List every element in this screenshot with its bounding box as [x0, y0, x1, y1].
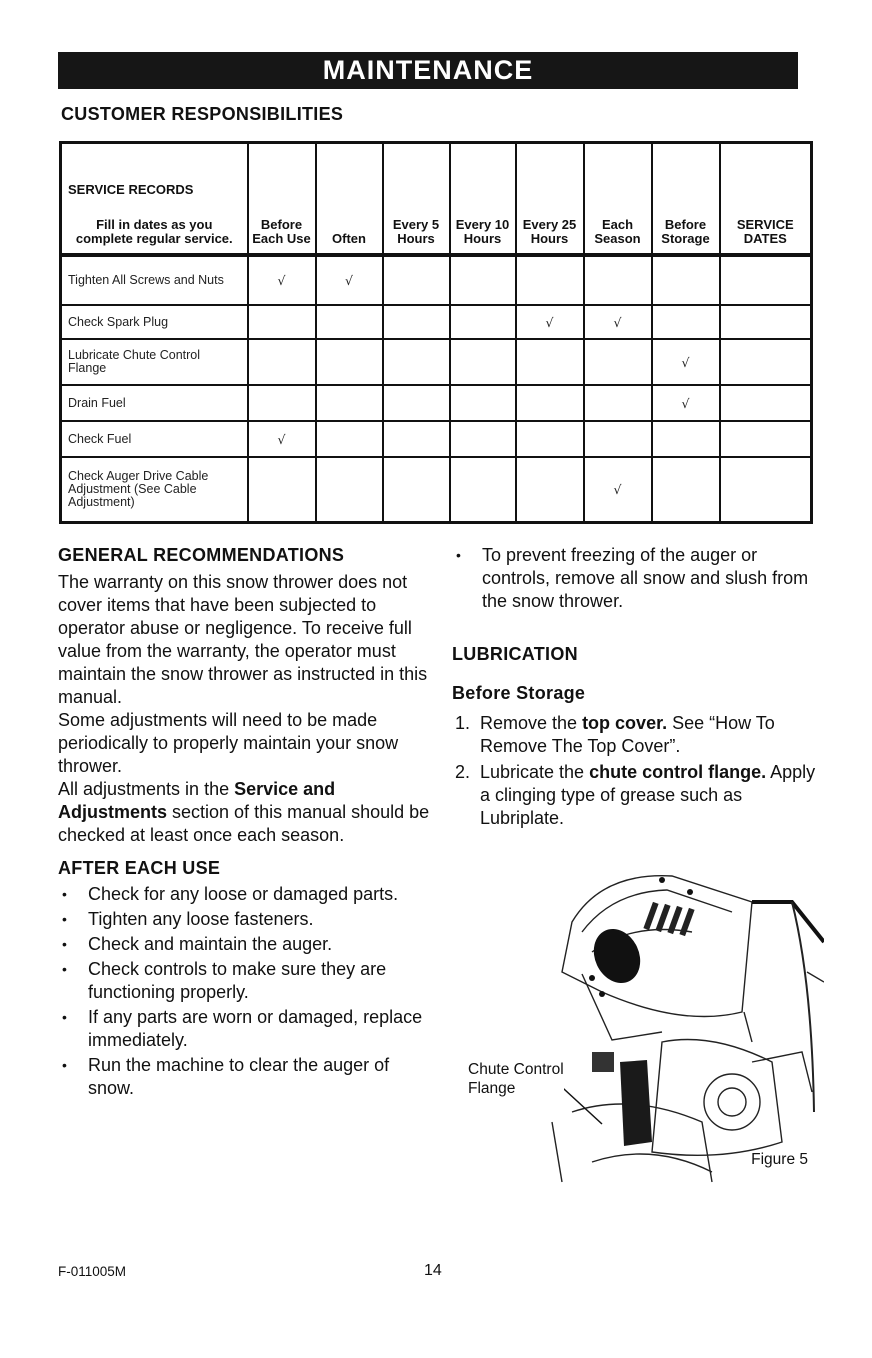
check-mark-cell: √ [248, 255, 316, 305]
empty-cell [383, 305, 450, 339]
adjustments-paragraph: Some adjustments will need to be made periodically to properly maintain your snow thrower. [58, 710, 399, 776]
check-mark-cell: √ [248, 421, 316, 457]
label-line: Flange [468, 1080, 516, 1097]
table-row [61, 339, 812, 385]
check-mark-cell: √ [652, 385, 720, 421]
check-mark-cell: √ [652, 339, 720, 385]
figure-5 [452, 862, 824, 1184]
empty-cell [652, 255, 720, 305]
column-header: SERVICE DATES [720, 143, 812, 256]
empty-cell [248, 339, 316, 385]
empty-cell [450, 305, 516, 339]
check-mark-cell: √ [584, 457, 652, 522]
empty-cell [316, 457, 383, 522]
empty-cell [584, 421, 652, 457]
label-line: Chute Control [468, 1061, 564, 1078]
list-item [452, 761, 822, 830]
service-adjustments-paragraph [58, 778, 430, 847]
empty-cell [248, 305, 316, 339]
chute-control-flange-label [468, 1060, 564, 1098]
empty-cell [316, 339, 383, 385]
column-header: Every 25 Hours [516, 143, 584, 256]
column-header: Every 5 Hours [383, 143, 450, 256]
freeze-list [452, 544, 822, 613]
empty-cell [450, 385, 516, 421]
list-item: • Check controls to make sure they are functioning properly. [58, 958, 430, 1004]
left-column [58, 544, 430, 1102]
text-span: All adjustments in the [58, 779, 235, 799]
lubrication-heading: LUBRICATION [452, 644, 578, 664]
empty-cell [383, 255, 450, 305]
task-cell: Check Auger Drive Cable Adjustment (See Cable Adjustment) [61, 457, 248, 522]
empty-cell [720, 339, 812, 385]
service-records-table [59, 141, 813, 524]
list-item: • Tighten any loose fasteners. [58, 908, 430, 931]
list-item: • Check and maintain the auger. [58, 933, 430, 956]
figure-caption: Figure 5 [751, 1151, 808, 1168]
check-mark-cell: √ [584, 305, 652, 339]
service-records-label: SERVICE RECORDS [68, 182, 194, 197]
warranty-paragraph: The warranty on this snow thrower does not cover items that have been subjected to operator abuse or negligence. To receive full value from the warranty, the operator must maintain the snow thrower as instructed in this manual. [58, 572, 428, 707]
customer-responsibilities-heading: CUSTOMER RESPONSIBILITIES [61, 104, 344, 124]
empty-cell [450, 255, 516, 305]
general-recommendations-heading: GENERAL RECOMMENDATIONS [58, 545, 345, 565]
empty-cell [450, 457, 516, 522]
list-item [452, 712, 822, 758]
before-storage-heading: Before Storage [452, 683, 586, 703]
list-item: • Check for any loose or damaged parts. [58, 883, 430, 906]
lubrication-steps [452, 712, 822, 830]
table-row [61, 305, 812, 339]
empty-cell [450, 339, 516, 385]
list-item: • Run the machine to clear the auger of snow. [58, 1054, 430, 1100]
after-each-use-heading: AFTER EACH USE [58, 858, 221, 878]
text-span: Lubricate the [480, 762, 590, 782]
empty-cell [720, 255, 812, 305]
task-cell: Tighten All Screws and Nuts [61, 255, 248, 305]
empty-cell [316, 305, 383, 339]
empty-cell [652, 421, 720, 457]
empty-cell [450, 421, 516, 457]
empty-cell [652, 305, 720, 339]
empty-cell [516, 339, 584, 385]
empty-cell [383, 385, 450, 421]
after-each-use-list [58, 883, 430, 1100]
column-header: Each Season [584, 143, 652, 256]
empty-cell [516, 421, 584, 457]
list-item: • To prevent freezing of the auger or controls, remove all snow and slush from the snow thrower. [452, 544, 822, 613]
table-header-row [61, 143, 812, 256]
column-header: Often [316, 143, 383, 256]
empty-cell [248, 457, 316, 522]
table-row [61, 385, 812, 421]
table-row [61, 421, 812, 457]
page-number: 14 [424, 1262, 442, 1279]
empty-cell [516, 457, 584, 522]
task-cell: Check Spark Plug [61, 305, 248, 339]
empty-cell [720, 385, 812, 421]
empty-cell [383, 457, 450, 522]
task-cell: Check Fuel [61, 421, 248, 457]
table-row [61, 255, 812, 305]
task-cell: Lubricate Chute Control Flange [61, 339, 248, 385]
step-number: 1. [455, 713, 471, 733]
task-cell: Drain Fuel [61, 385, 248, 421]
page-title-banner: MAINTENANCE [58, 52, 798, 89]
list-item: • If any parts are worn or damaged, replace immediately. [58, 1006, 430, 1052]
empty-cell [720, 305, 812, 339]
right-column [452, 544, 822, 833]
empty-cell [248, 385, 316, 421]
snow-thrower-illustration [452, 862, 824, 1184]
empty-cell [383, 339, 450, 385]
empty-cell [516, 385, 584, 421]
top-cover-bold: top cover. [582, 713, 668, 733]
empty-cell [720, 457, 812, 522]
step-number: 2. [455, 762, 471, 782]
text-span: Remove the [480, 713, 583, 733]
column-header: Before Each Use [248, 143, 316, 256]
text-span: Apply a clinging type of grease such as Lubriplate. [480, 762, 816, 828]
empty-cell [316, 421, 383, 457]
fill-in-instructions: Fill in dates as you complete regular service. [75, 217, 233, 246]
text-span: section of this manual should be checked at least once each season. [58, 802, 430, 845]
empty-cell [584, 339, 652, 385]
chute-control-flange-bold: chute control flange. [589, 762, 767, 782]
empty-cell [584, 255, 652, 305]
service-and-adjustments-bold: Service and Adjustments [58, 779, 336, 822]
empty-cell [516, 255, 584, 305]
empty-cell [316, 385, 383, 421]
table-row [61, 457, 812, 522]
service-records-header [61, 143, 248, 256]
column-header: Every 10 Hours [450, 143, 516, 256]
text-span: See “How To Remove The Top Cover”. [480, 713, 775, 756]
check-mark-cell: √ [316, 255, 383, 305]
document-code: F-011005M [58, 1264, 127, 1279]
empty-cell [720, 421, 812, 457]
empty-cell [584, 385, 652, 421]
check-mark-cell: √ [516, 305, 584, 339]
empty-cell [383, 421, 450, 457]
column-header: Before Storage [652, 143, 720, 256]
empty-cell [652, 457, 720, 522]
